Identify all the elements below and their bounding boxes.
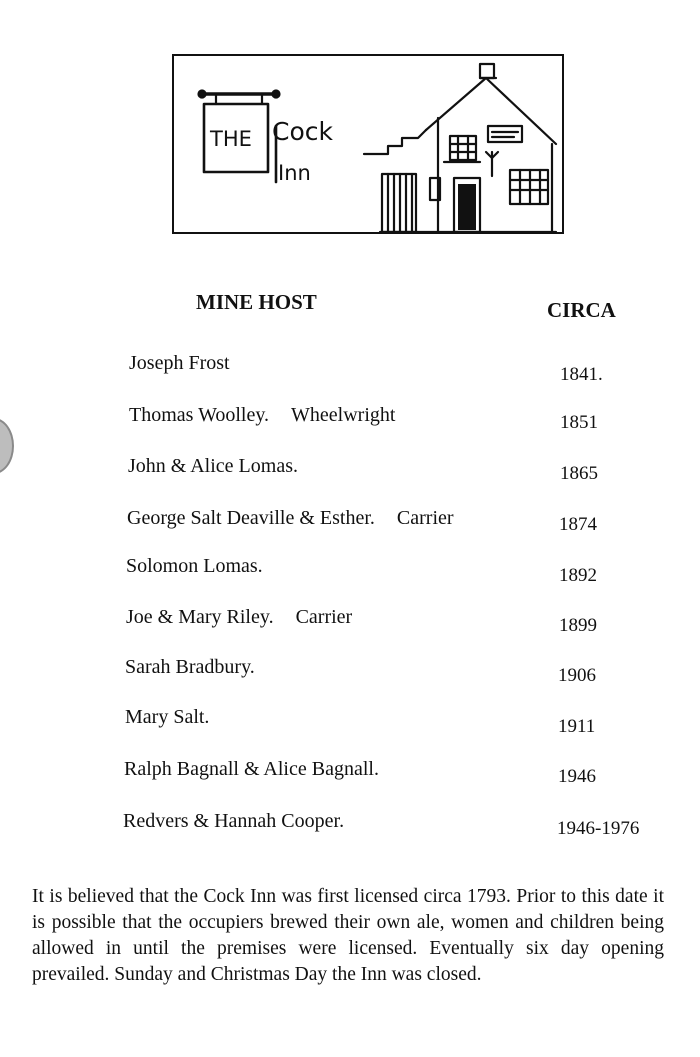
host-row xyxy=(129,352,230,375)
host-year: 1874 xyxy=(559,514,597,535)
host-name: Redvers & Hannah Cooper. xyxy=(123,810,345,832)
host-name: Thomas Woolley. xyxy=(129,404,270,426)
host-year: 1946-1976 xyxy=(557,818,640,839)
host-year: 1906 xyxy=(558,665,596,686)
host-row xyxy=(126,555,263,578)
host-name: John & Alice Lomas. xyxy=(128,455,298,477)
host-name: George Salt Deaville & Esther. xyxy=(127,507,375,529)
host-row xyxy=(125,706,209,729)
host-row xyxy=(126,606,352,629)
inn-sign-illustration xyxy=(172,54,564,234)
host-row xyxy=(129,404,395,427)
host-year: 1946 xyxy=(558,766,596,787)
sign-text-inn: Inn xyxy=(278,161,311,185)
host-year: 1911 xyxy=(558,716,596,737)
host-occupation: Carrier xyxy=(295,606,353,628)
sign-text-cock: Cock xyxy=(272,117,333,146)
history-note: It is believed that the Cock Inn was first licensed circa 1793. Prior to this date it is possible that the occupiers brewed their own ale, women and children being allowed in until the premises were licensed. Eventually six day opening prevailed. Sunday and Christmas Day the Inn was closed. xyxy=(32,886,664,985)
host-name: Solomon Lomas. xyxy=(126,555,263,577)
host-name: Joe & Mary Riley. xyxy=(126,606,274,628)
sign-text-the: THE xyxy=(210,127,252,151)
header-circa: CIRCA xyxy=(547,298,616,322)
binding-hole xyxy=(0,418,14,474)
host-name: Sarah Bradbury. xyxy=(125,656,255,678)
host-year: 1851 xyxy=(560,412,598,433)
host-row xyxy=(128,455,298,478)
host-year: 1841. xyxy=(560,364,603,385)
host-row xyxy=(124,758,379,781)
host-occupation: Carrier xyxy=(396,507,454,529)
header-mine-host: MINE HOST xyxy=(196,290,317,314)
host-name: Mary Salt. xyxy=(125,706,210,728)
inn-sign-drawing xyxy=(174,56,564,234)
host-year: 1892 xyxy=(559,565,597,586)
host-occupation: Wheelwright xyxy=(291,404,396,426)
host-year: 1899 xyxy=(559,615,597,636)
host-row xyxy=(125,656,255,679)
host-name: Joseph Frost xyxy=(129,352,230,374)
host-name: Ralph Bagnall & Alice Bagnall. xyxy=(124,758,379,780)
host-row xyxy=(127,507,454,530)
host-row xyxy=(123,810,344,833)
host-year: 1865 xyxy=(560,463,598,484)
